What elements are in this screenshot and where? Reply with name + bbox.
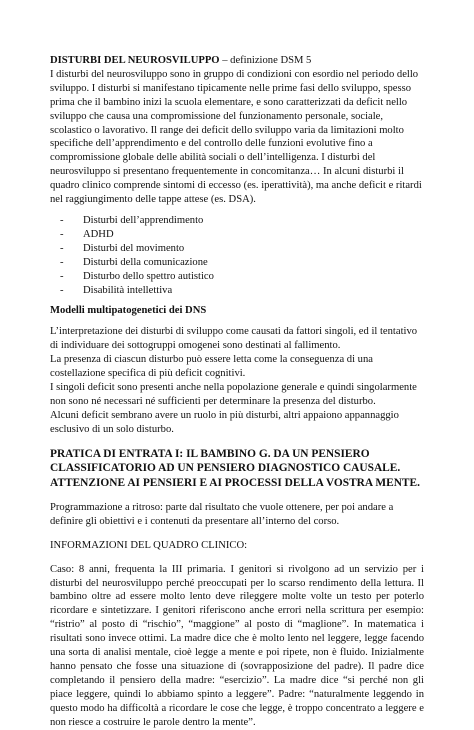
intro-heading	[50, 54, 424, 68]
models-paragraph: Alcuni deficit sembrano avere un ruolo in più disturbi, altri appaiono appannaggio esclusivo di un solo disturbo.	[50, 409, 399, 435]
practice-title: PRATICA DI ENTRATA I: IL BAMBINO G. DA UN PENSIERO CLASSIFICATORIO AD UN PENSIERO DIAGNOSTICO CAUSALE. ATTENZIONE AI PENSIERI E AI PROCESSI DELLA VOSTRA MENTE.	[50, 447, 420, 490]
program-paragraph: Programmazione a ritroso: parte dal risultato che vuole ottenere, per poi andare a definire gli obiettivi e i contenuti da presentare all’interno del corso.	[50, 501, 394, 527]
list-item: - Disturbi del movimento	[60, 242, 424, 256]
document-title: DISTURBI DEL NEUROSVILUPPO	[50, 55, 220, 66]
models-heading: Modelli multipatogenetici dei DNS	[50, 305, 207, 317]
case-paragraph: Caso: 8 anni, frequenta la III primaria. I genitori si rivolgono ad un servizio per i disturbi del neurosviluppo perché preoccupati per lo scarso rendimento della lettura. Il bambino oltre ad essere molto lento deve rileggere molte volte un testo per poterlo ricordare e sintetizzare. I genitori riferiscono anche errori nella scrittura per esempio: “ristrio” al posto di “rischio”, “maggione” al posto di “maglione”. In matematica i risultati sono invece ottimi. La madre dice che è molto lento nel leggere, legge facendo una sorta di analisi mentale, cioè legge a mente e poi ripete, non è fluido. Inizialmente hanno pensato che fosse una situazione di (sovrapposizione del padre). Il padre dice completando il pensiero della madre: “esercizio”. La madre dice “si perché non gli piace leggere, quindi lo abbiamo spinto a leggere”. Padre: “naturalmente leggendo in questo modo ha difficoltà a ricordare le cose che legge, è troppo concentrato a leggere e non riesce a costruire le parole dentro la mente”.	[50, 563, 424, 728]
list-item: - Disturbi della comunicazione	[60, 256, 424, 270]
intro-paragraph: I disturbi del neurosviluppo sono in gruppo di condizioni con esordio nel periodo dello sviluppo. I disturbi si manifestano tipicamente nelle prime fasi dello sviluppo, spesso prima che il bambino inizi la scuola elementare, e sono caratterizzati da deficit nello sviluppo che causa una compromissione del funzionamento personale, sociale, scolastico o lavorativo. Il range dei deficit dello sviluppo varia da limitazioni molto specifiche dell’apprendimento e del controllo delle funzioni evolutive fino a compromissione globale delle abilità sociali o dell’intelligenza. I disturbi del neurosviluppo si presentano frequentemente in concomitanza… In alcuni disturbi il quadro clinico comprende sintomi di eccesso (es. iperattività), ma anche deficit e ritardi nel raggiungimento delle tappe attese (es. DSA).	[50, 68, 422, 206]
models-paragraph: I singoli deficit sono presenti anche nella popolazione generale e quindi singolarmente non sono né necessari né sufficienti per determinare la presenza del disturbo.	[50, 381, 417, 407]
document-subtitle: – definizione DSM 5	[219, 55, 312, 66]
list-item: - Disturbo dello spettro autistico	[60, 270, 424, 284]
list-item: - Disturbi dell’apprendimento	[60, 214, 424, 228]
clinical-info-heading: INFORMAZIONI DEL QUADRO CLINICO:	[50, 539, 248, 551]
models-paragraph: L’interpretazione dei disturbi di sviluppo come causati da fattori singoli, ed il tentativo di individuare dei sottogruppi omogenei sono destinati al fallimento.	[50, 326, 418, 352]
list-item: - Disabilità intellettiva	[60, 284, 424, 298]
list-item: - ADHD	[60, 228, 424, 242]
models-paragraph: La presenza di ciascun disturbo può essere letta come la conseguenza di una costellazione specifica di più deficit cognitivi.	[50, 354, 373, 380]
disorders-list	[50, 214, 424, 297]
